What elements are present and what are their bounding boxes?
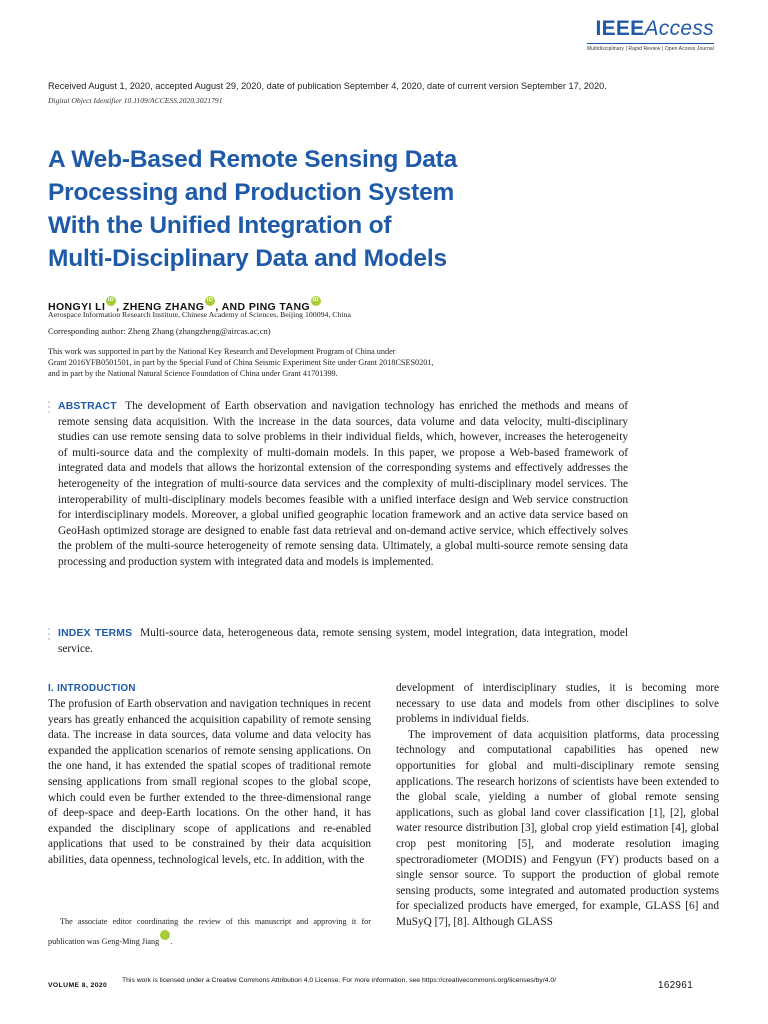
affiliation: Aerospace Information Research Institute, Chinese Academy of Sciences, Beijing 100094, China	[48, 310, 351, 319]
index-terms-text: Multi-source data, heterogeneous data, remote sensing system, model integration, data integration, model service.	[58, 627, 629, 655]
title-line: Processing and Production System	[48, 179, 455, 206]
received-dates: Received August 1, 2020, accepted August 29, 2020, date of publication September 4, 2020, date of current version September 17, 2020.	[48, 81, 607, 91]
title-line: With the Unified Integration of	[48, 212, 392, 239]
logo-tagline: Multidisciplinary | Rapid Review | Open Access Journal	[587, 46, 714, 52]
orcid-icon[interactable]	[160, 930, 170, 940]
paper-title	[48, 143, 648, 275]
abstract-text: The development of Earth observation and navigation technology has enriched the methods and means of remote sensing data acquisition. With the increase in the data sources, data volume and data velocity, multi-disciplinary studies can use remote sensing data to solve problems in their individual fields, which, however, increases the heterogeneity of multi-source data and the complexity of multi-domain models. In this paper, we propose a Web-based framework of integrated data and models that allows the horizontal extension of the corresponding systems and effectively addresses the heterogeneity of the integration of multi-source data services and the complexity of multi-disciplinary model services. The interoperability of multi-disciplinary models becomes feasible with a unified interface design and Web service construction for interdisciplinary models. Moreover, a global unified geographic location framework and an active data service based on GeoHash optimized storage are designed to enable fast data retrieval and on-demand active service, which effectively solves the problem of the multi-source heterogeneity of remote sensing data. Ultimately, a global multi-source remote sensing data processing and production system with integrated data and models is implemented.	[58, 400, 628, 568]
author-name: HONGYI LI	[48, 301, 106, 313]
orcid-icon[interactable]	[106, 296, 116, 306]
logo-brand: IEEE	[595, 17, 645, 40]
funding-statement	[48, 346, 568, 379]
abstract-label: ABSTRACT	[58, 401, 117, 412]
logo-divider	[587, 43, 714, 44]
paragraph: development of interdisciplinary studies, it is becoming more necessary to use data and models from other disciplines to solve problems in individual fields.	[396, 682, 719, 726]
author-name: ZHENG ZHANG	[122, 301, 205, 313]
license-notice[interactable]: This work is licensed under a Creative Commons Attribution 4.0 License. For more information, see https://creativecommons.org/licenses/by/4.0/	[122, 977, 557, 984]
body-column-left	[48, 697, 371, 869]
title-line: A Web-Based Remote Sensing Data	[48, 146, 458, 173]
journal-logo	[587, 18, 714, 52]
editor-footnote	[48, 914, 371, 950]
orcid-icon[interactable]	[311, 296, 321, 306]
corresponding-author: Corresponding author: Zheng Zhang (zhangzheng@aircas.ac.cn)	[48, 326, 271, 336]
logo-access: Access	[644, 17, 714, 40]
paragraph: The improvement of data acquisition platforms, data processing technology and computational capabilities has opened new opportunities for global and multi-disciplinary remote sensing applications. The research horizons of scientists have been extended to the global scale, yielding a number of global remote sensing applications, such as global land cover classification [1], [2], global water resource distribution [3], global crop yield estimation [4], global crop pest monitoring [5], and moderate resolution imaging spectroradiometer (MODIS) and Fengyun (FY) products based on a single sensor source. To support the production of global remote sensing products, some integrated and automated production systems for specialized products have emerged, for example, GLASS [6] and MuSyQ [7], [8]. Although GLASS	[396, 728, 719, 928]
abstract-marker-icon	[48, 401, 52, 416]
footnote-text: The associate editor coordinating the review of this manuscript and approving it for publication was Geng-Ming Jiang	[48, 917, 371, 946]
paragraph: The profusion of Earth observation and navigation techniques in recent years has greatly enhanced the acquisition capability of remote sensing data. The increase in data sources, data volume and data velocity has expanded the application scenarios of remote sensing applications. On the one hand, it has extended the spatial scopes of traditional remote sensing applications from small regional scopes to the global scope, which could even be further extended to the three-dimensional range of deep-space and deep-Earth locations. On the other hand, it has expanded the disciplinary scope of applications and re-enabled applications that used to be constrained by their data acquisition abilities, data openness, technological levels, etc. In addition, with the	[48, 698, 371, 866]
title-line: Multi-Disciplinary Data and Models	[48, 245, 447, 272]
index-terms-marker-icon	[48, 628, 52, 643]
volume-label: VOLUME 8, 2020	[48, 982, 108, 989]
author-separator: ,	[116, 301, 123, 313]
orcid-icon[interactable]	[205, 296, 215, 306]
funding-line: Grant 2016YFB0501501, in part by the Special Fund of China Seismic Experiment Site under Grant 2018CSES0201,	[48, 358, 434, 367]
funding-line: and in part by the National Natural Science Foundation of China under Grant 41701399.	[48, 369, 338, 378]
abstract	[58, 399, 628, 571]
funding-line: This work was supported in part by the National Key Research and Development Program of China under	[48, 347, 396, 356]
author-separator: ,	[215, 301, 222, 313]
index-terms	[58, 626, 628, 657]
doi: Digital Object Identifier 10.1109/ACCESS.2020.3021791	[48, 96, 223, 105]
section-heading: I. INTRODUCTION	[48, 683, 136, 694]
index-terms-label: INDEX TERMS	[58, 628, 133, 639]
author-name: AND PING TANG	[221, 301, 310, 313]
body-column-right	[396, 681, 719, 931]
page-number: 162961	[658, 980, 694, 991]
